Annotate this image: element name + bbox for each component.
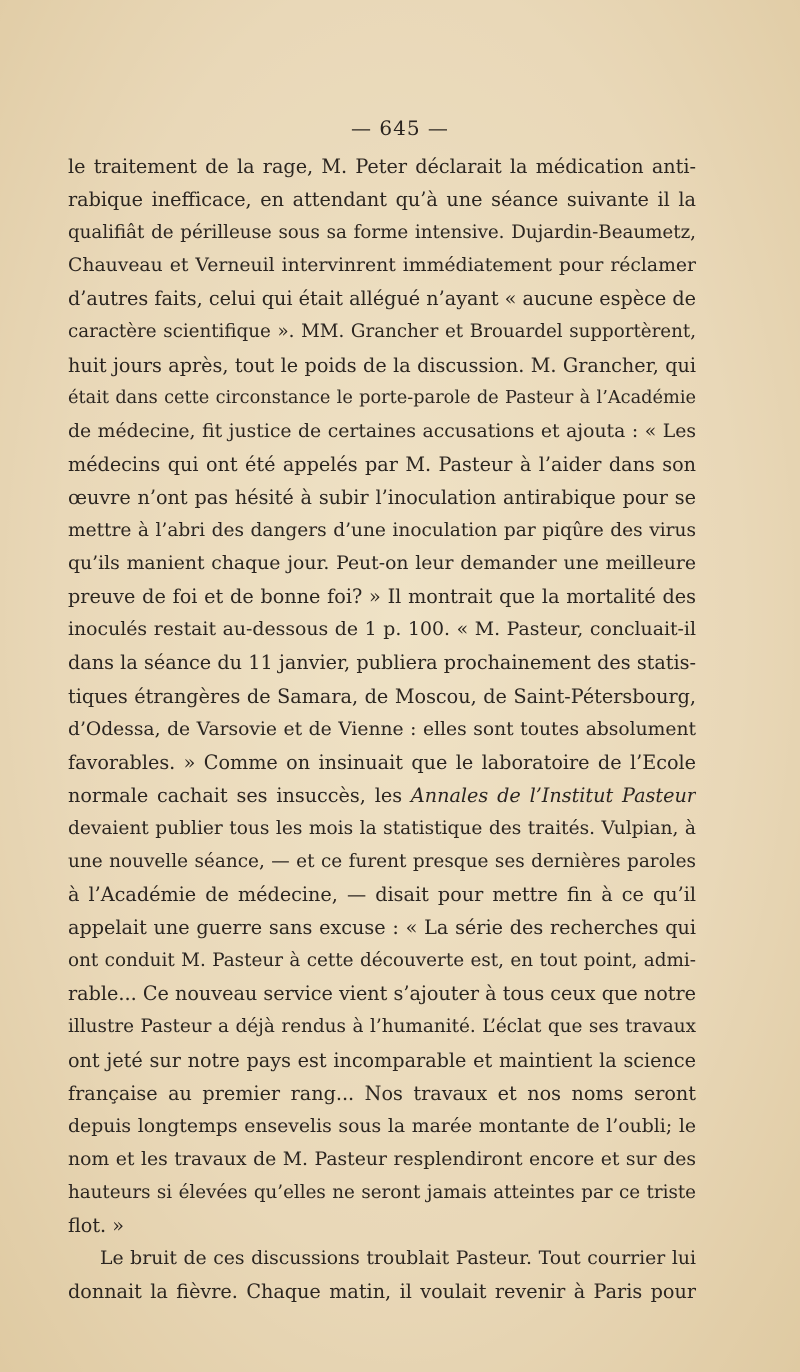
text-line: médecins qui ont été appelés par M. Pasteur à l’aider dans son — [68, 452, 696, 476]
text-line: flot. » — [68, 1214, 124, 1237]
text-line: d’Odessa, de Varsovie et de Vienne : elles sont toutes absolument — [68, 718, 696, 740]
text-line: Le bruit de ces discussions troublait Pasteur. Tout courrier lui — [100, 1248, 696, 1270]
text-line: donnait la fièvre. Chaque matin, il voulait revenir à Paris pour — [68, 1280, 696, 1304]
text-line: une nouvelle séance, — et ce furent presque ses dernières paroles — [68, 850, 696, 872]
text-line: caractère scientifique ». MM. Grancher et Brouardel supportèrent, — [68, 321, 696, 343]
text-line: mettre à l’abri des dangers d’une inoculation par piqûre des virus — [68, 520, 696, 542]
text-line: huit jours après, tout le poids de la discussion. M. Grancher, qui — [68, 353, 696, 377]
text-line: inoculés restait au-dessous de 1 p. 100. « M. Pasteur, concluait-il — [68, 618, 696, 641]
text-line: ont jeté sur notre pays est incomparable et maintient la science — [68, 1048, 696, 1072]
text-line: appelait une guerre sans excuse : « La série des recherches qui — [68, 916, 696, 940]
text-line: ont conduit M. Pasteur à cette découverte est, en tout point, admi- — [68, 950, 696, 972]
text-line: tiques étrangères de Samara, de Moscou, de Saint-Pétersbourg, — [68, 684, 696, 708]
text-line: rable... Ce nouveau service vient s’ajouter à tous ceux que notre — [68, 982, 696, 1006]
text-line: rabique inefficace, en attendant qu’à une séance suivante il la — [68, 188, 696, 212]
text-line: le traitement de la rage, M. Peter déclarait la médication anti- — [68, 155, 696, 178]
text-line: de médecine, fit justice de certaines accusations et ajouta : « Les — [68, 420, 696, 442]
text-line: qualifiât de périlleuse sous sa forme intensive. Dujardin-Beaumetz, — [68, 222, 696, 244]
page-number: — 645 — — [351, 116, 449, 140]
text-line: Chauveau et Verneuil intervinrent immédiatement pour réclamer — [68, 255, 696, 277]
text-segment: normale cachait ses insuccès, les — [68, 783, 411, 807]
text-line: d’autres faits, celui qui était allégué n’ayant « aucune espèce de — [68, 287, 696, 311]
text-line: qu’ils manient chaque jour. Peut-on leur demander une meilleure — [68, 553, 696, 575]
text-line: nom et les travaux de M. Pasteur resplendiront encore et sur des — [68, 1148, 696, 1170]
text-line: hauteurs si élevées qu’elles ne seront jamais atteintes par ce triste — [68, 1181, 696, 1203]
text-line: dans la séance du 11 janvier, publiera prochainement des statis- — [68, 651, 696, 675]
text-line: preuve de foi et de bonne foi? » Il montrait que la mortalité des — [68, 585, 696, 609]
text-line: œuvre n’ont pas hésité à subir l’inoculation antirabique pour se — [68, 485, 696, 509]
text-line: française au premier rang... Nos travaux et nos noms seront — [68, 1081, 696, 1105]
text-line: à l’Académie de médecine, — disait pour mettre fin à ce qu’il — [68, 883, 696, 907]
journal-title: Annales de l’Institut Pasteur — [410, 783, 696, 807]
text-line: devaient publier tous les mois la statistique des traités. Vulpian, à — [68, 817, 696, 839]
text-line: favorables. » Comme on insinuait que le laboratoire de l’Ecole — [68, 750, 696, 774]
text-line — [68, 779, 696, 812]
text-line: illustre Pasteur a déjà rendus à l’humanité. L’éclat que ses travaux — [68, 1016, 696, 1038]
body-text — [68, 150, 696, 1308]
text-line: depuis longtemps ensevelis sous la marée montante de l’oubli; le — [68, 1115, 696, 1137]
text-line: était dans cette circonstance le porte-parole de Pasteur à l’Académie — [68, 387, 696, 408]
